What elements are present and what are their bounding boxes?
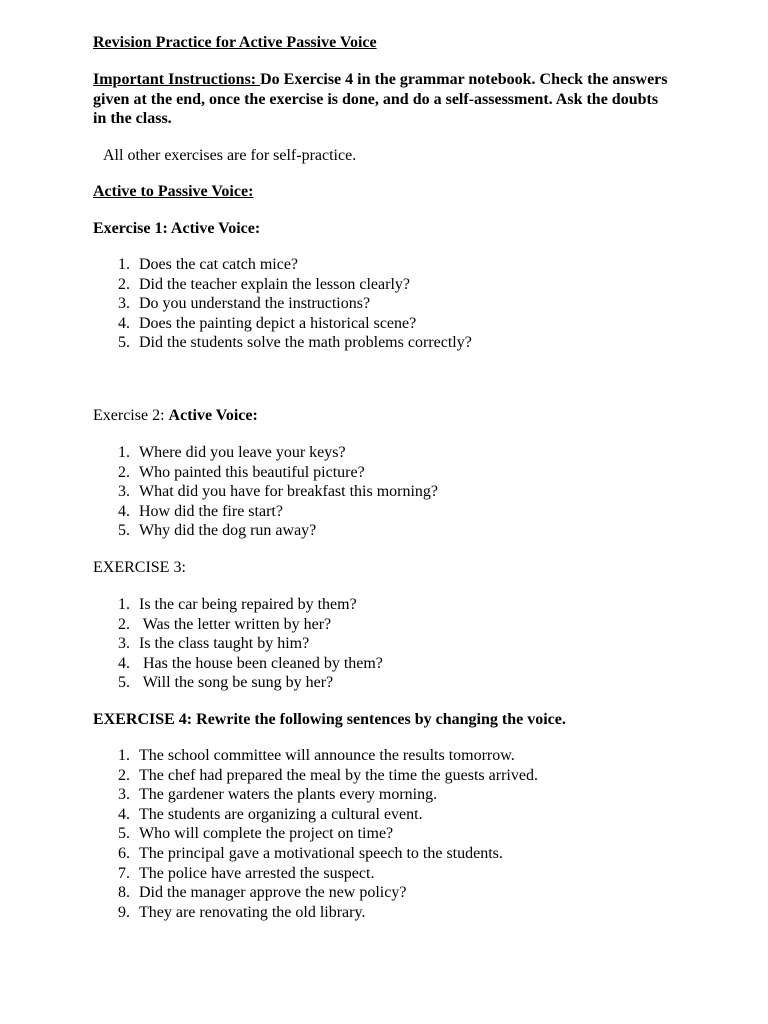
list-item-number: 2. bbox=[118, 766, 130, 784]
exercise2-heading-prefix: Exercise 2: bbox=[93, 407, 169, 424]
list-item bbox=[93, 255, 472, 275]
list-item-number: 4. bbox=[118, 314, 130, 332]
list-item bbox=[93, 482, 438, 502]
list-item bbox=[93, 883, 538, 903]
list-item-text: How did the fire start? bbox=[139, 502, 283, 520]
list-item-text: Where did you leave your keys? bbox=[139, 444, 346, 461]
list-item-number: 5. bbox=[118, 334, 130, 352]
list-item-number: 1. bbox=[118, 596, 130, 613]
list-item bbox=[93, 844, 538, 864]
list-item bbox=[93, 746, 538, 766]
list-item-number: 2. bbox=[118, 463, 130, 481]
list-item-text: Who painted this beautiful picture? bbox=[139, 463, 365, 481]
list-item bbox=[93, 634, 383, 654]
list-item-text: Did the teacher explain the lesson clearly? bbox=[139, 275, 410, 293]
list-item bbox=[93, 864, 538, 884]
list-item-number: 2. bbox=[118, 275, 130, 293]
list-item bbox=[93, 443, 438, 463]
exercise4-list bbox=[93, 746, 538, 922]
list-item bbox=[93, 766, 538, 786]
list-item bbox=[93, 654, 383, 674]
list-item-text: The school committee will announce the results tomorrow. bbox=[139, 747, 515, 764]
list-item-number: 7. bbox=[118, 864, 130, 882]
list-item bbox=[93, 785, 538, 805]
list-item bbox=[93, 294, 472, 314]
exercise2-heading bbox=[93, 406, 258, 426]
list-item bbox=[93, 314, 472, 334]
list-item-text: The chef had prepared the meal by the time the guests arrived. bbox=[139, 766, 538, 784]
list-item bbox=[93, 805, 538, 825]
list-item-number: 3. bbox=[118, 786, 130, 804]
exercise3-list bbox=[93, 595, 383, 693]
list-item bbox=[93, 673, 383, 693]
list-item-text: Is the car being repaired by them? bbox=[139, 596, 357, 613]
list-item-number: 6. bbox=[118, 844, 130, 862]
list-item-text: Do you understand the instructions? bbox=[139, 295, 371, 313]
list-item-number: 8. bbox=[118, 884, 130, 902]
list-item-number: 1. bbox=[118, 256, 130, 273]
list-item-text: Has the house been cleaned by them? bbox=[139, 654, 383, 672]
exercise2-heading-bold: Active Voice: bbox=[168, 407, 258, 424]
list-item-number: 5. bbox=[118, 825, 130, 843]
list-item-number: 5. bbox=[118, 522, 130, 540]
self-practice-note: All other exercises are for self-practice. bbox=[103, 147, 357, 164]
instructions-label: Important Instructions: bbox=[93, 71, 261, 88]
list-item-number: 3. bbox=[118, 295, 130, 313]
list-item-text: The principal gave a motivational speech to the students. bbox=[139, 844, 503, 862]
list-item-text: Did the manager approve the new policy? bbox=[139, 884, 407, 902]
list-item-number: 5. bbox=[118, 674, 130, 692]
list-item-number: 2. bbox=[118, 615, 130, 633]
list-item-text: What did you have for breakfast this morning? bbox=[139, 483, 439, 501]
list-item-text: Did the students solve the math problems correctly? bbox=[139, 334, 472, 352]
list-item-text: Was the letter written by her? bbox=[139, 615, 332, 633]
exercise1-list bbox=[93, 255, 472, 353]
list-item bbox=[93, 333, 472, 353]
section-heading: Active to Passive Voice: bbox=[93, 183, 254, 200]
exercise2-list bbox=[93, 443, 438, 541]
list-item-text: Why did the dog run away? bbox=[139, 522, 317, 540]
list-item-text: They are renovating the old library. bbox=[139, 903, 366, 921]
list-item-text: The students are organizing a cultural event. bbox=[139, 805, 423, 823]
list-item bbox=[93, 521, 438, 541]
list-item-text: Does the cat catch mice? bbox=[139, 256, 299, 273]
list-item-number: 4. bbox=[118, 654, 130, 672]
list-item-number: 9. bbox=[118, 903, 130, 921]
list-item bbox=[93, 463, 438, 483]
list-item-text: Will the song be sung by her? bbox=[139, 674, 334, 692]
document-title: Revision Practice for Active Passive Voice bbox=[93, 34, 377, 51]
list-item-number: 4. bbox=[118, 805, 130, 823]
list-item bbox=[93, 595, 383, 615]
list-item-text: The gardener waters the plants every morning. bbox=[139, 786, 438, 804]
exercise3-heading: EXERCISE 3: bbox=[93, 559, 186, 576]
list-item bbox=[93, 502, 438, 522]
list-item bbox=[93, 903, 538, 923]
list-item-number: 3. bbox=[118, 483, 130, 501]
instructions-paragraph bbox=[93, 70, 673, 129]
list-item-number: 4. bbox=[118, 502, 130, 520]
exercise1-heading: Exercise 1: Active Voice: bbox=[93, 220, 261, 237]
list-item-number: 1. bbox=[118, 747, 130, 764]
list-item-number: 3. bbox=[118, 635, 130, 653]
list-item bbox=[93, 275, 472, 295]
list-item bbox=[93, 615, 383, 635]
list-item-number: 1. bbox=[118, 444, 130, 461]
instructions-text: Do Exercise 4 in the grammar notebook. Check the answers given at the end, once the exercise is done, and do a self-assessment. Ask the doubts in the class. bbox=[93, 71, 668, 128]
list-item bbox=[93, 824, 538, 844]
list-item-text: The police have arrested the suspect. bbox=[139, 864, 375, 882]
list-item-text: Does the painting depict a historical scene? bbox=[139, 314, 417, 332]
list-item-text: Is the class taught by him? bbox=[139, 635, 310, 653]
exercise4-heading: EXERCISE 4: Rewrite the following sentences by changing the voice. bbox=[93, 711, 566, 728]
list-item-text: Who will complete the project on time? bbox=[139, 825, 394, 843]
